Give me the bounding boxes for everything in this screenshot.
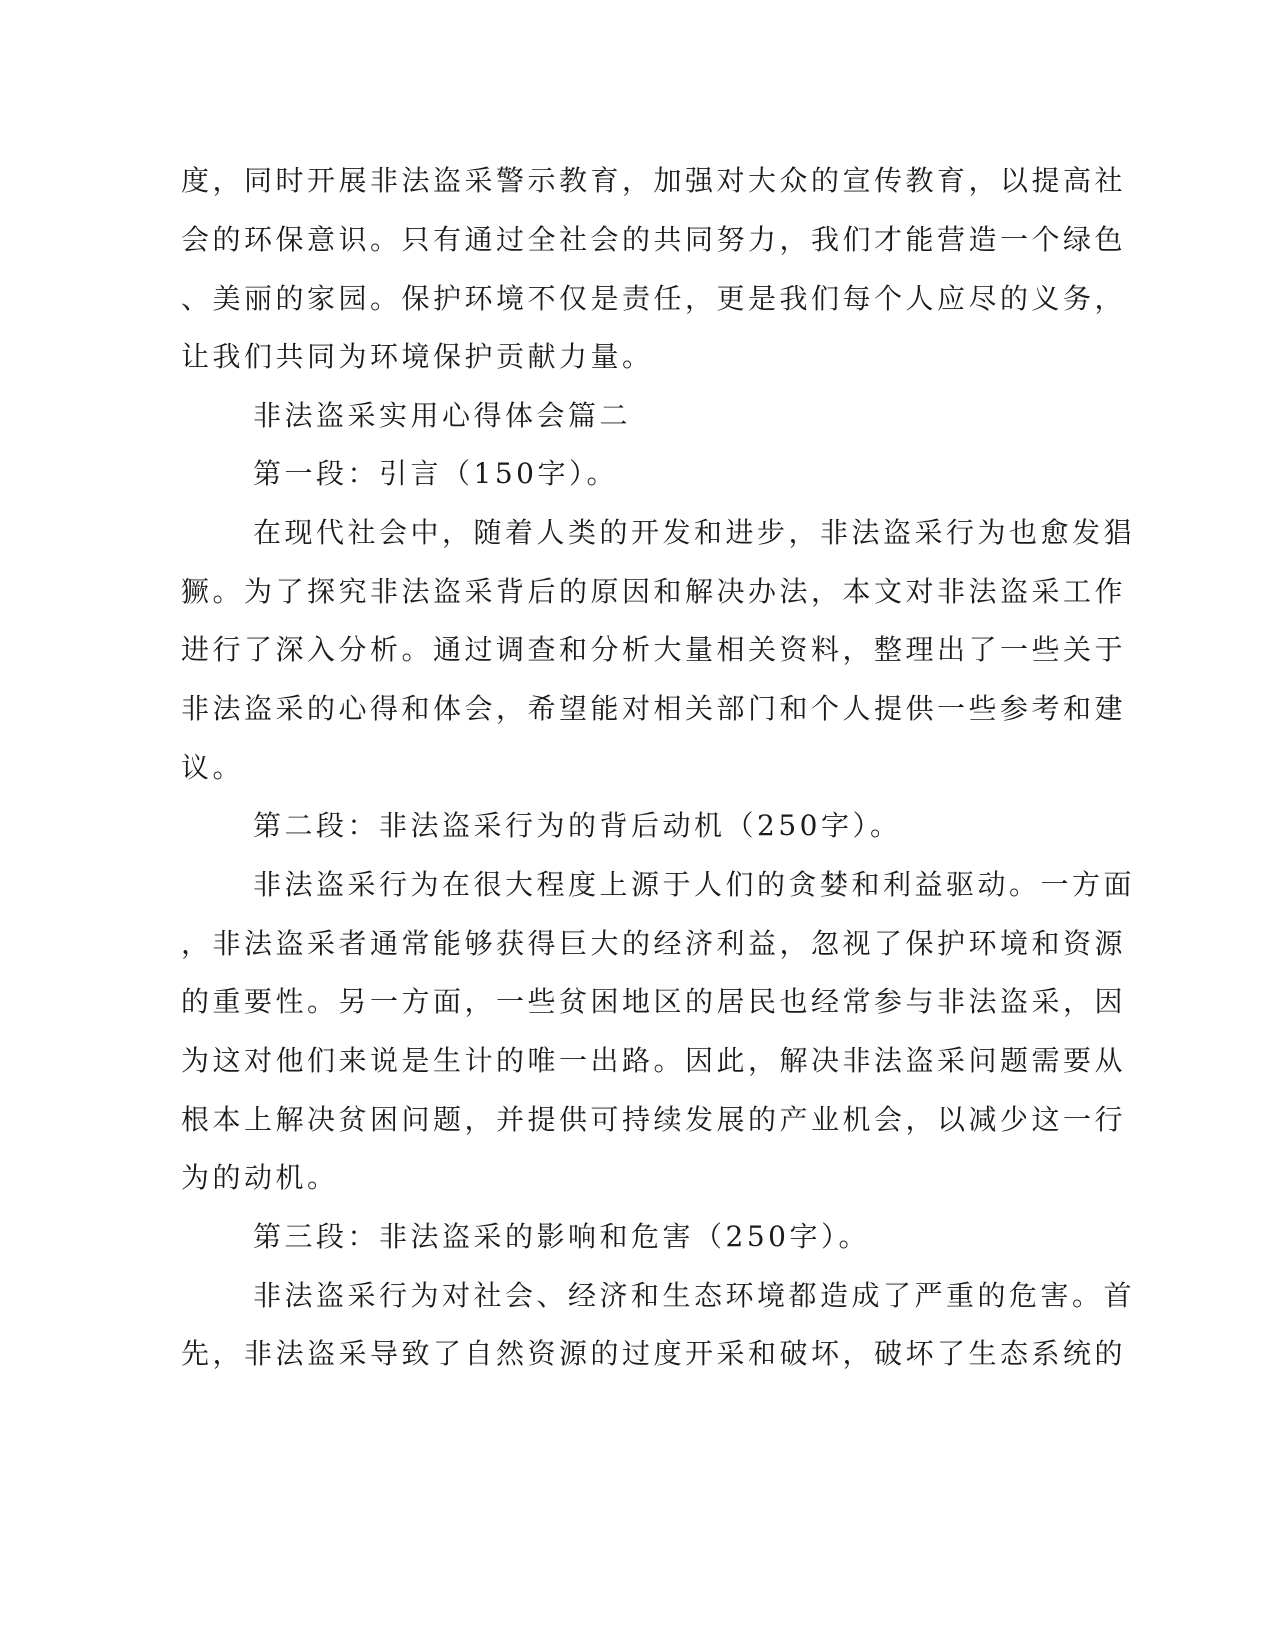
text-line: 为的动机。 [181, 1161, 339, 1194]
text-line: 为这对他们来说是生计的唯一出路。因此，解决非法盗采问题需要从 [181, 1044, 1127, 1077]
text-line: 非法盗采的心得和体会，希望能对相关部门和个人提供一些参考和建 [181, 692, 1127, 725]
text-line: 的重要性。另一方面，一些贫困地区的居民也经常参与非法盗采，因 [181, 985, 1127, 1018]
text-line: 非法盗采行为对社会、经济和生态环境都造成了严重的危害。首 [253, 1279, 1136, 1312]
text-line: 度，同时开展非法盗采警示教育，加强对大众的宣传教育，以提高社 [181, 164, 1127, 197]
section-heading: 非法盗采实用心得体会篇二 [253, 399, 632, 432]
text-line: 在现代社会中，随着人类的开发和进步，非法盗采行为也愈发猖 [253, 516, 1136, 549]
text-line: 、美丽的家园。保护环境不仅是责任，更是我们每个人应尽的义务， [181, 282, 1127, 315]
text-line: 会的环保意识。只有通过全社会的共同努力，我们才能营造一个绿色 [181, 223, 1127, 256]
paragraph-heading: 第一段：引言（150字）。 [253, 457, 618, 490]
text-line: 根本上解决贫困问题，并提供可持续发展的产业机会，以减少这一行 [181, 1103, 1127, 1136]
text-line: 进行了深入分析。通过调查和分析大量相关资料，整理出了一些关于 [181, 633, 1127, 666]
text-line: ，非法盗采者通常能够获得巨大的经济利益，忽视了保护环境和资源 [181, 927, 1127, 960]
paragraph-heading: 第二段：非法盗采行为的背后动机（250字）。 [253, 809, 902, 842]
text-line: 议。 [181, 751, 245, 784]
text-line: 獗。为了探究非法盗采背后的原因和解决办法，本文对非法盗采工作 [181, 575, 1127, 608]
text-line: 让我们共同为环境保护贡献力量。 [181, 340, 654, 373]
text-line: 先，非法盗采导致了自然资源的过度开采和破坏，破坏了生态系统的 [181, 1337, 1127, 1370]
paragraph-heading: 第三段：非法盗采的影响和危害（250字）。 [253, 1220, 870, 1253]
text-line: 非法盗采行为在很大程度上源于人们的贪婪和利益驱动。一方面 [253, 868, 1136, 901]
